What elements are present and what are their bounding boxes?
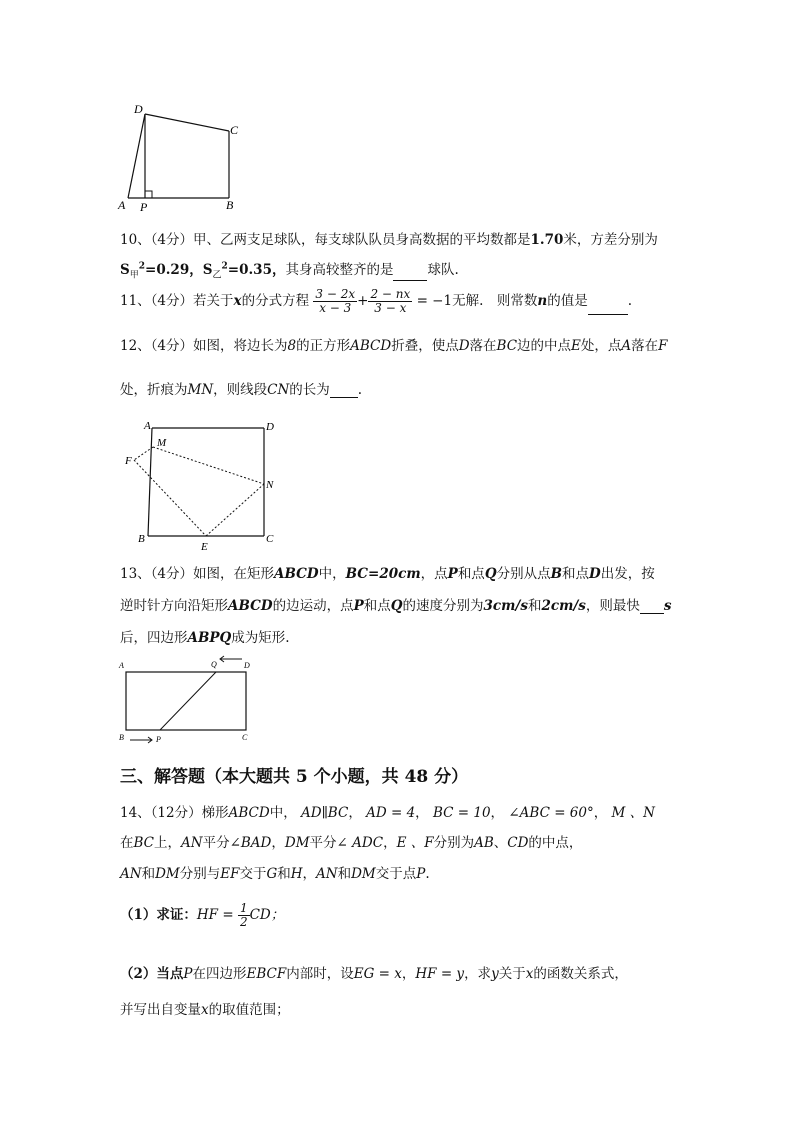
fold-fe [134, 460, 206, 536]
q13-text: 如图，在矩形 [193, 566, 275, 582]
edge-bc: BC [496, 338, 518, 354]
label-m: M [157, 437, 167, 449]
var-x: x [233, 293, 242, 309]
point-f: F [658, 338, 668, 354]
var-n: n [537, 293, 548, 309]
segment-pq [160, 672, 216, 730]
shape-name: ABCD [350, 338, 392, 354]
bc-length: BC=20 [345, 566, 399, 582]
q14-score: （12分） [150, 805, 202, 821]
quad-ebcf: EBCF [246, 966, 287, 982]
unit-speed: cm/s [550, 598, 586, 614]
quad-name: ABPQ [187, 630, 232, 646]
q12-text: 落在 [631, 338, 659, 354]
q14-text: ，求 [464, 966, 492, 982]
variance-jia: =0.29， [145, 262, 203, 278]
comma: ， [302, 866, 317, 882]
q10-text: 球队. [427, 262, 459, 278]
hf-y-eq: HF = y [415, 966, 465, 982]
q13-text: 成为矩形. [231, 630, 290, 646]
sup-2: 2 [221, 261, 228, 272]
seg-an: AN [181, 835, 203, 851]
answer-blank[interactable] [588, 302, 628, 315]
q14-text: 和 [141, 866, 156, 882]
seg-dm: DM [284, 835, 310, 851]
comma: ， [415, 805, 429, 821]
point-p: P [183, 966, 193, 982]
q14-text: 平分 [309, 835, 337, 851]
q12-text: 处，折痕为 [120, 382, 188, 398]
answer-blank[interactable] [640, 601, 664, 614]
q13-text: 后，四边形 [120, 630, 188, 646]
var-x: x [525, 966, 534, 982]
bc-length: BC = 10 [432, 805, 491, 821]
angle-adc: ∠ ADC [336, 835, 384, 851]
trapezoid-name: ABCD [228, 805, 270, 821]
q13-text: 和点 [457, 566, 485, 582]
q14-text: 平分 [202, 835, 230, 851]
label-a: A [118, 198, 126, 212]
unit-s: s [663, 598, 672, 614]
half-den: 2 [239, 915, 248, 929]
fraction-1 [313, 288, 357, 315]
point-h: H [290, 866, 303, 882]
q10-text: 米，方差分别为 [563, 232, 658, 248]
q14-text: 的中点， [528, 835, 583, 851]
point-p: P [353, 598, 364, 614]
q13-text: ，点 [420, 566, 448, 582]
rectangle-abcd [126, 672, 246, 730]
half-num: 1 [239, 901, 248, 915]
fold-en [206, 484, 264, 536]
comma: ， [271, 835, 285, 851]
q14-text: 梯形 [201, 805, 229, 821]
q13-line3 [120, 626, 290, 646]
q14-text: 上， [154, 835, 182, 851]
hf-eq: HF = [196, 907, 234, 923]
q10-value: 1.70 [530, 232, 564, 248]
seg-bc: BC [133, 835, 155, 851]
part1-label: （1）求证： [120, 907, 197, 923]
figure-quadrilateral [112, 98, 252, 213]
q12-text: 处，点 [580, 338, 622, 354]
q13-text: 和 [527, 598, 542, 614]
q14-part1 [120, 902, 284, 929]
label-d: D [244, 661, 250, 670]
label-a: A [119, 661, 124, 670]
q14-text: 分别为 [433, 835, 475, 851]
point-e: E [571, 338, 581, 354]
angle-bad: ∠BAD [229, 835, 272, 851]
rect-name: ABCD [228, 598, 273, 614]
var-x: x [201, 1002, 209, 1018]
q14-text: 和 [337, 866, 352, 882]
point-q: Q [484, 566, 497, 582]
comma: ， [348, 805, 362, 821]
q12-end: . [357, 382, 363, 398]
point-q: Q [390, 598, 403, 614]
q12-text: 折叠，使点 [391, 338, 459, 354]
plus-sign: + [357, 293, 369, 309]
seg-an: AN [120, 866, 142, 882]
point-p: P [447, 566, 458, 582]
var-y: y [491, 966, 499, 982]
q10-line1 [120, 228, 658, 248]
q14-text: 的取值范围； [208, 1002, 290, 1018]
q13-text: 出发，按 [600, 566, 655, 582]
q11-text: 无解. 则常数 [452, 293, 538, 309]
label-a: A [144, 420, 151, 432]
speed-q: 2 [541, 598, 551, 614]
q12-text: 落在 [469, 338, 497, 354]
q14-text: 在 [120, 835, 134, 851]
q12-text: ，则线段 [213, 382, 268, 398]
q13-score: （4分） [150, 566, 194, 582]
angle-abc: ∠ABC = 60° [508, 805, 594, 821]
seg-dm: DM [351, 866, 376, 882]
q10-text: 其身高较整齐的是 [285, 262, 394, 278]
figure-folded-square [118, 416, 288, 556]
sub-yi: 乙 [212, 270, 222, 281]
q10-line2 [120, 258, 459, 281]
rect-name: ABCD [274, 566, 319, 582]
label-b: B [138, 533, 145, 545]
segment-cn: CN [267, 382, 290, 398]
q14-text: 分别与 [179, 866, 221, 882]
seg-ab: AB [474, 835, 494, 851]
points-ef: E 、F [396, 835, 434, 851]
q13-text: 分别从点 [496, 566, 551, 582]
comma: ， [401, 966, 416, 982]
crease-mn-line [153, 447, 264, 484]
q12-line2 [120, 378, 362, 398]
point-d: D [589, 566, 601, 582]
q12-text: 的正方形 [296, 338, 351, 354]
q13-text: 逆时针方向沿矩形 [120, 598, 228, 614]
s-symbol: S [120, 262, 130, 278]
frac1-den: x − 3 [319, 301, 352, 315]
label-f: F [125, 455, 132, 467]
q13-text: 中， [318, 566, 346, 582]
q13-text: 和点 [562, 566, 589, 582]
label-p: P [140, 200, 148, 213]
q12-number: 12、 [120, 338, 151, 354]
q14-text: 中， [269, 805, 297, 821]
rhs: = −1 [416, 293, 453, 309]
fold-mf [134, 447, 153, 460]
seg-an: AN [316, 866, 338, 882]
label-c: C [242, 733, 248, 742]
unit-cm: cm [398, 566, 421, 582]
ad-length: AD = 4 [366, 805, 416, 821]
q13-number: 13、 [120, 566, 151, 582]
answer-blank[interactable] [393, 268, 427, 281]
label-p: P [156, 735, 161, 744]
q13-line1 [120, 562, 655, 582]
q14-text: 交于点 [375, 866, 417, 882]
label-c: C [266, 533, 274, 545]
q10-text: 甲、乙两支足球队，每支球队队员身高数据的平均数都是 [193, 232, 531, 248]
comma: ， [490, 805, 505, 821]
separator: 、 [493, 835, 508, 851]
label-q: Q [211, 660, 217, 669]
seg-dm: DM [155, 866, 180, 882]
q12-text: 的长为 [289, 382, 330, 398]
section-heading: 三、解答题（本大题共 5 个小题，共 48 分） [120, 767, 469, 787]
q14-text: 交于 [239, 866, 267, 882]
q14-text: 的函数关系式， [533, 966, 628, 982]
q11-text: 若关于 [193, 293, 234, 309]
seg-ef: EF [220, 866, 240, 882]
q12-line1 [120, 334, 668, 354]
comma: ， [593, 805, 608, 821]
q11-text: 的值是 [547, 293, 588, 309]
sup-2: 2 [138, 261, 146, 272]
q14-line1 [120, 801, 655, 821]
frac1-num: 3 − 2x [315, 287, 356, 301]
label-d: D [266, 421, 274, 433]
q14-line2 [120, 831, 582, 851]
eg-eq: EG = x [353, 966, 402, 982]
q13-text: 和点 [363, 598, 391, 614]
q11-number: 11、 [120, 293, 151, 309]
side-length: 8 [287, 338, 297, 354]
q11-text: 的分式方程 [241, 293, 310, 309]
period: . [425, 866, 430, 882]
q14-text: 在四边形 [192, 966, 247, 982]
q12-text: 如图，将边长为 [193, 338, 288, 354]
q10-number: 10、 [120, 232, 151, 248]
point-p: P [416, 866, 426, 882]
part2-label: （2）当点 [120, 966, 184, 982]
seg-cd: CD [507, 835, 529, 851]
q14-text: 内部时，设 [286, 966, 354, 982]
frac2-num: 2 − nx [370, 287, 411, 301]
q14-part2-cont [120, 998, 290, 1018]
label-n: N [266, 479, 274, 491]
parallel-condition: AD∥BC [301, 805, 349, 821]
unit-speed: cm/s [492, 598, 528, 614]
figure-rectangle-motion [114, 654, 264, 746]
q14-line3 [120, 862, 430, 882]
speed-p: 3 [483, 598, 493, 614]
variance-yi: =0.35， [227, 262, 286, 278]
point-d: D [458, 338, 470, 354]
answer-blank[interactable] [330, 385, 358, 398]
q11-line [120, 288, 632, 315]
crease-mn: MN [187, 382, 214, 398]
q13-text: 的边运动，点 [272, 598, 354, 614]
edge-ad [128, 114, 145, 198]
label-e: E [201, 541, 208, 553]
q10-score: （4分） [150, 232, 194, 248]
q13-line2 [120, 594, 672, 614]
q13-text: ，则最快 [585, 598, 640, 614]
comma: ， [383, 835, 397, 851]
q14-part2 [120, 962, 628, 982]
q11-end: . [627, 293, 632, 309]
s-symbol: S [202, 262, 213, 278]
q14-text: 和 [277, 866, 291, 882]
cd-end: CD； [249, 907, 285, 923]
edge-dc [145, 114, 229, 131]
point-b: B [550, 566, 562, 582]
sub-jia: 甲 [129, 270, 139, 281]
label-b: B [119, 733, 124, 742]
q13-text: 的速度分别为 [402, 598, 484, 614]
q11-score: （4分） [150, 293, 194, 309]
points-mn: M 、N [611, 805, 655, 821]
label-d: D [134, 102, 143, 116]
q12-text: 边的中点 [517, 338, 572, 354]
frac2-den: 3 − x [374, 301, 407, 315]
q14-text: 并写出自变量 [120, 1002, 201, 1018]
fraction-half [238, 902, 250, 929]
right-angle-mark [145, 191, 152, 198]
point-g: G [266, 866, 278, 882]
q14-text: 关于 [498, 966, 526, 982]
fraction-2 [368, 288, 412, 315]
label-c: C [230, 123, 239, 137]
q14-number: 14、 [120, 805, 151, 821]
label-b: B [226, 198, 234, 212]
q12-score: （4分） [150, 338, 194, 354]
point-a: A [621, 338, 632, 354]
edge-ab [148, 428, 152, 536]
